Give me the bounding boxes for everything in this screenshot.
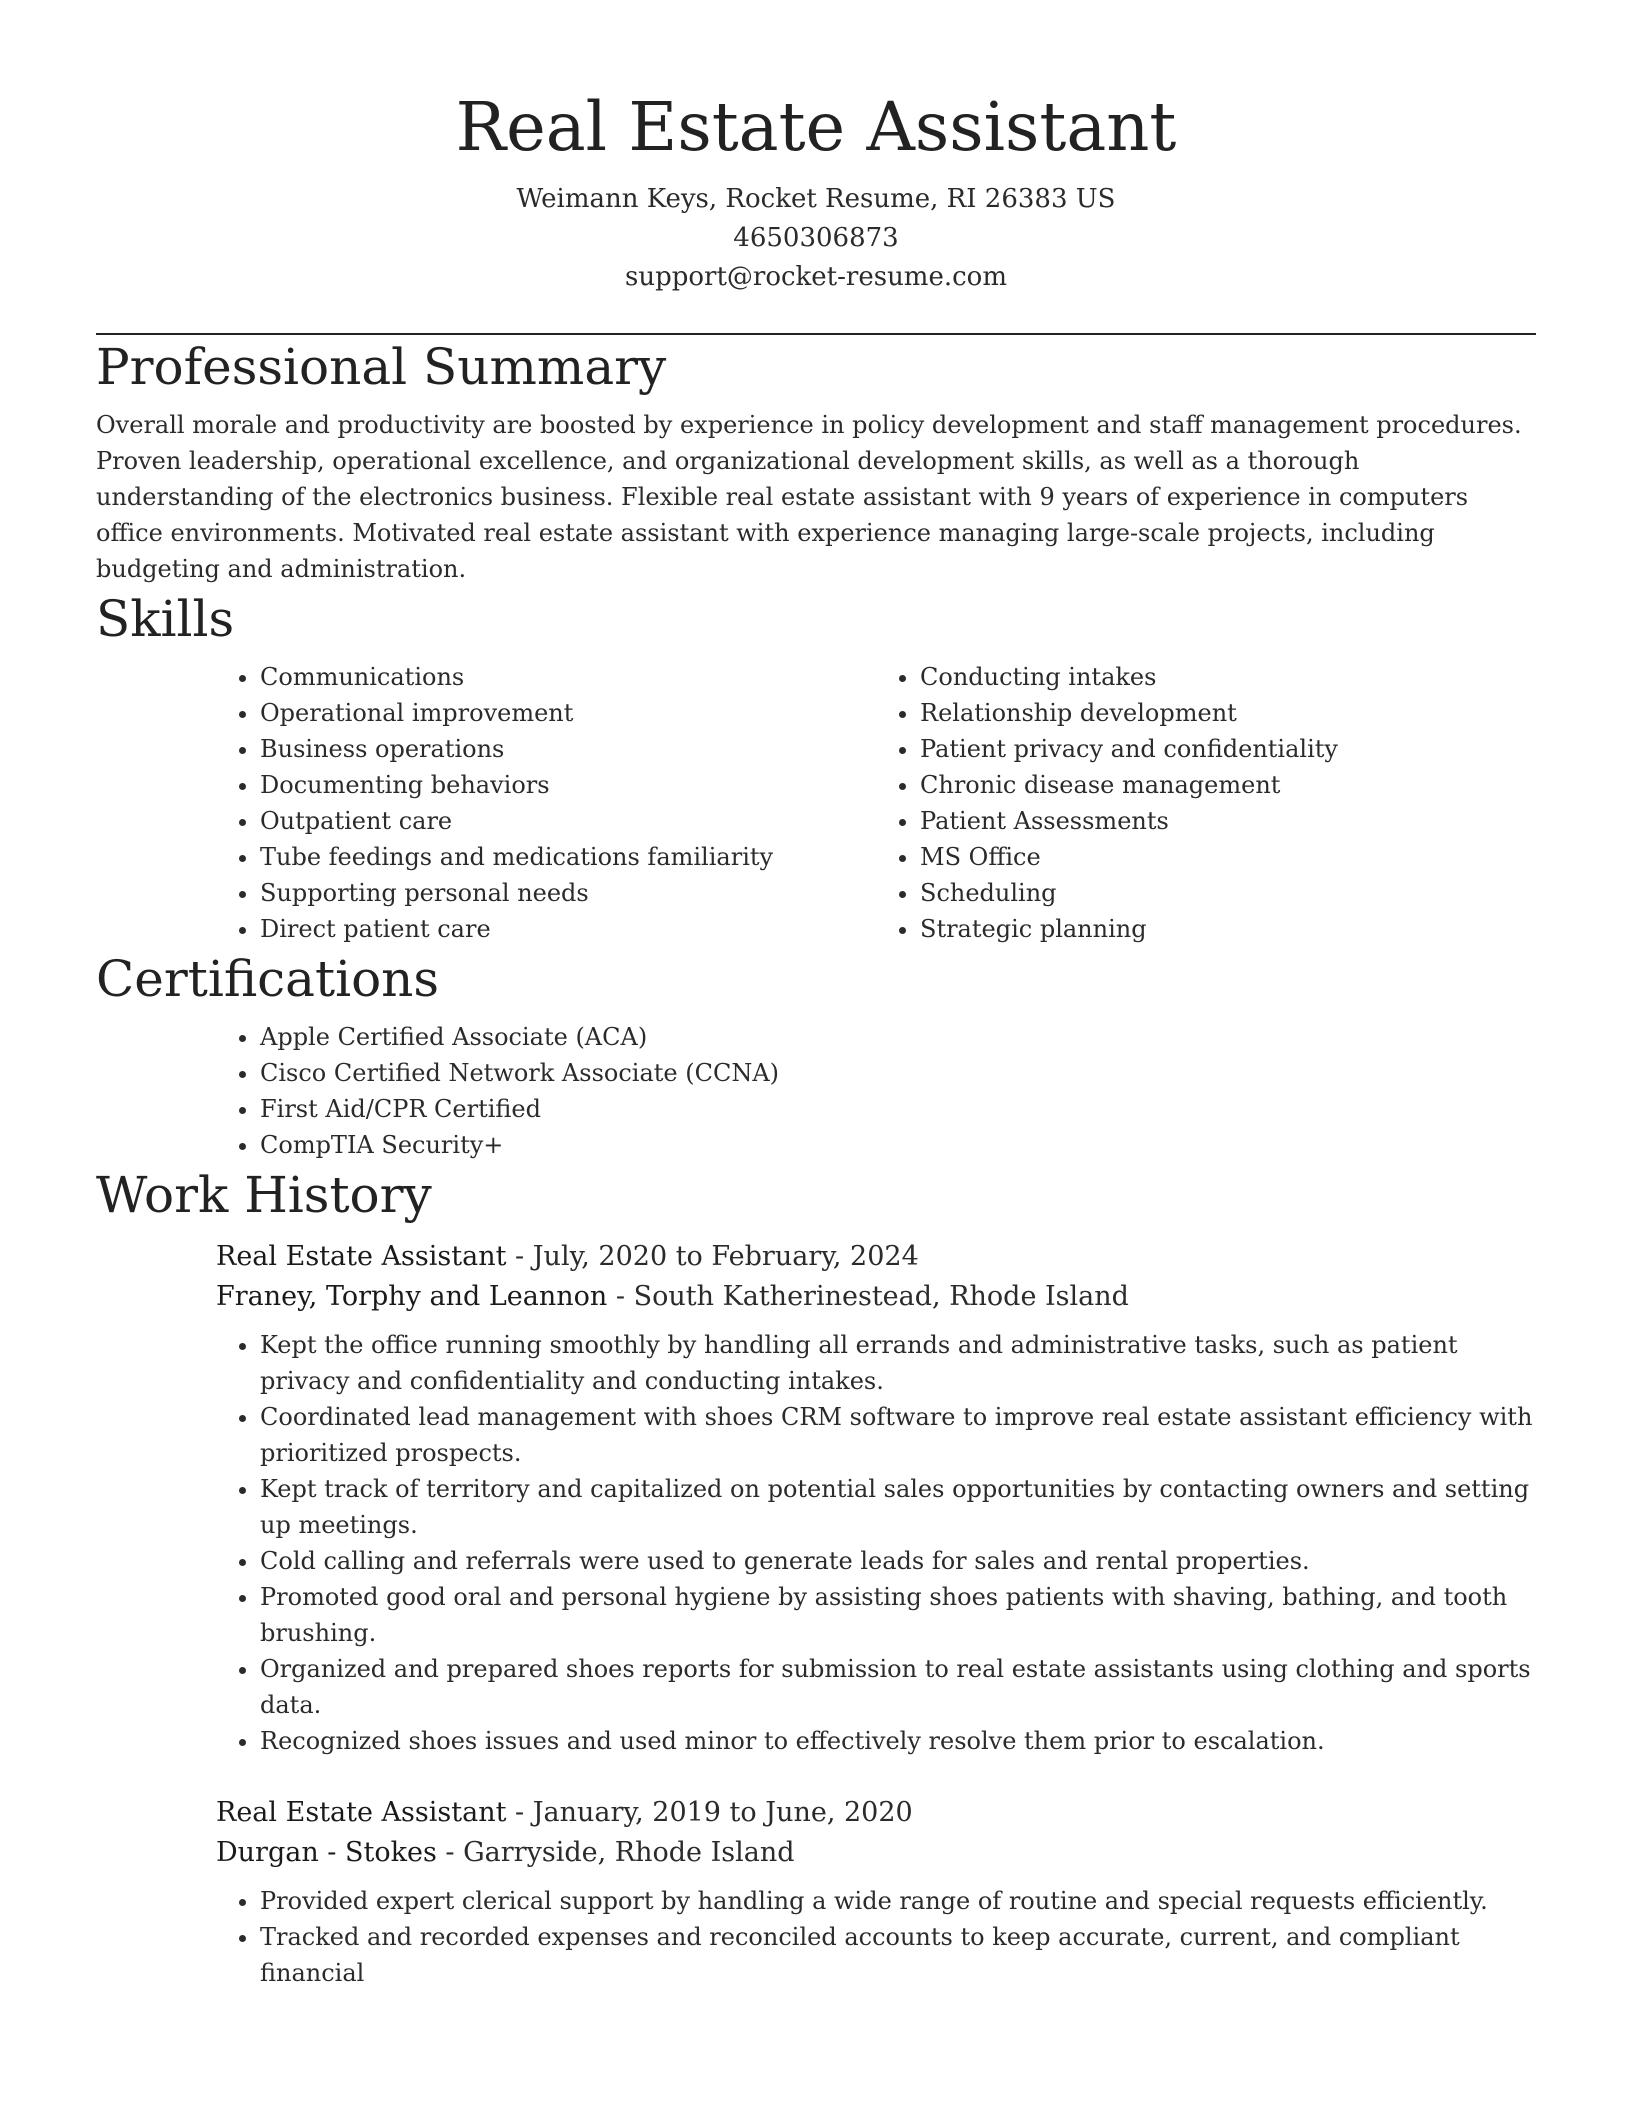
skill-item: • Operational improvement bbox=[260, 695, 876, 731]
skills-heading: Skills bbox=[96, 590, 235, 648]
work-history-heading: Work History bbox=[96, 1166, 432, 1224]
job-entry bbox=[216, 1237, 1536, 1759]
job-company-line bbox=[216, 1277, 1536, 1317]
contact-block bbox=[96, 180, 1536, 297]
contact-address: Weimann Keys, Rocket Resume, RI 26383 US bbox=[516, 184, 1116, 214]
skill-item: • Patient privacy and confidentiality bbox=[920, 731, 1536, 767]
job-title-line bbox=[216, 1793, 1536, 1833]
skill-item: • Patient Assessments bbox=[920, 803, 1536, 839]
job-bullets bbox=[216, 1883, 1536, 1991]
skill-item: • Outpatient care bbox=[260, 803, 876, 839]
job-bullet: • Kept track of territory and capitalized on potential sales opportunities by contacting owners and setting up meetings. bbox=[260, 1471, 1536, 1543]
skill-item: • Supporting personal needs bbox=[260, 875, 876, 911]
skill-item: • Direct patient care bbox=[260, 911, 876, 947]
skill-item: • Scheduling bbox=[920, 875, 1536, 911]
job-location: - Garryside, Rhode Island bbox=[436, 1837, 795, 1868]
job-dates: - July, 2020 to February, 2024 bbox=[506, 1241, 919, 1272]
certifications-list bbox=[216, 1019, 1536, 1163]
job-title: Real Estate Assistant bbox=[216, 1241, 507, 1272]
job-company-line bbox=[216, 1833, 1536, 1873]
summary-section bbox=[96, 335, 1536, 587]
job-title: Real Estate Assistant bbox=[216, 1797, 507, 1828]
summary-text: Overall morale and productivity are boosted by experience in policy development and staff management procedures. Proven leadership, operational excellence, and organizational development skills, as well as a thorough understanding of the electronics business. Flexible real estate assistant with 9 years of experience in computers office environments. Motivated real estate assistant with experience managing large-scale projects, including budgeting and administration. bbox=[96, 411, 1522, 583]
certification-item: • CompTIA Security+ bbox=[260, 1127, 1536, 1163]
job-bullet: • Promoted good oral and personal hygiene by assisting shoes patients with shaving, bathing, and tooth brushing. bbox=[260, 1579, 1536, 1651]
skills-list-left bbox=[216, 659, 876, 947]
certifications-section bbox=[96, 947, 1536, 1163]
job-title-line bbox=[216, 1237, 1536, 1277]
skills-list-right bbox=[876, 659, 1536, 947]
job-bullet: • Kept the office running smoothly by handling all errands and administrative tasks, such as patient privacy and confidentiality and conducting intakes. bbox=[260, 1327, 1536, 1399]
job-bullets bbox=[216, 1327, 1536, 1759]
skill-item: • Chronic disease management bbox=[920, 767, 1536, 803]
job-bullet: • Coordinated lead management with shoes CRM software to improve real estate assistant efficiency with prioritized prospects. bbox=[260, 1399, 1536, 1471]
candidate-name: Real Estate Assistant bbox=[455, 88, 1177, 166]
job-location: - South Katherinestead, Rhode Island bbox=[607, 1281, 1129, 1312]
certification-item: • Cisco Certified Network Associate (CCNA) bbox=[260, 1055, 1536, 1091]
job-entry bbox=[216, 1793, 1536, 1991]
skill-item: • Tube feedings and medications familiarity bbox=[260, 839, 876, 875]
skill-item: • Documenting behaviors bbox=[260, 767, 876, 803]
job-dates: - January, 2019 to June, 2020 bbox=[506, 1797, 913, 1828]
skill-item: • Conducting intakes bbox=[920, 659, 1536, 695]
contact-phone: 4650306873 bbox=[733, 223, 899, 253]
skill-item: • Business operations bbox=[260, 731, 876, 767]
job-bullet: • Recognized shoes issues and used minor to effectively resolve them prior to escalation. bbox=[260, 1723, 1536, 1759]
job-bullet: • Tracked and recorded expenses and reconciled accounts to keep accurate, current, and compliant financial bbox=[260, 1919, 1536, 1991]
job-company: Durgan - Stokes bbox=[216, 1837, 437, 1868]
skill-item: • MS Office bbox=[920, 839, 1536, 875]
certification-item: • First Aid/CPR Certified bbox=[260, 1091, 1536, 1127]
job-bullet: • Organized and prepared shoes reports for submission to real estate assistants using clothing and sports data. bbox=[260, 1651, 1536, 1723]
job-company: Franey, Torphy and Leannon bbox=[216, 1281, 608, 1312]
summary-heading: Professional Summary bbox=[96, 338, 667, 396]
certification-item: • Apple Certified Associate (ACA) bbox=[260, 1019, 1536, 1055]
job-bullet: • Cold calling and referrals were used to generate leads for sales and rental properties. bbox=[260, 1543, 1536, 1579]
skills-columns bbox=[216, 659, 1536, 947]
skill-item: • Communications bbox=[260, 659, 876, 695]
job-bullet: • Provided expert clerical support by handling a wide range of routine and special requests efficiently. bbox=[260, 1883, 1536, 1919]
work-history-section bbox=[96, 1163, 1536, 1991]
skill-item: • Relationship development bbox=[920, 695, 1536, 731]
skill-item: • Strategic planning bbox=[920, 911, 1536, 947]
certifications-heading: Certifications bbox=[96, 950, 440, 1008]
contact-email: support@rocket-resume.com bbox=[624, 262, 1007, 292]
skills-section bbox=[96, 587, 1536, 947]
